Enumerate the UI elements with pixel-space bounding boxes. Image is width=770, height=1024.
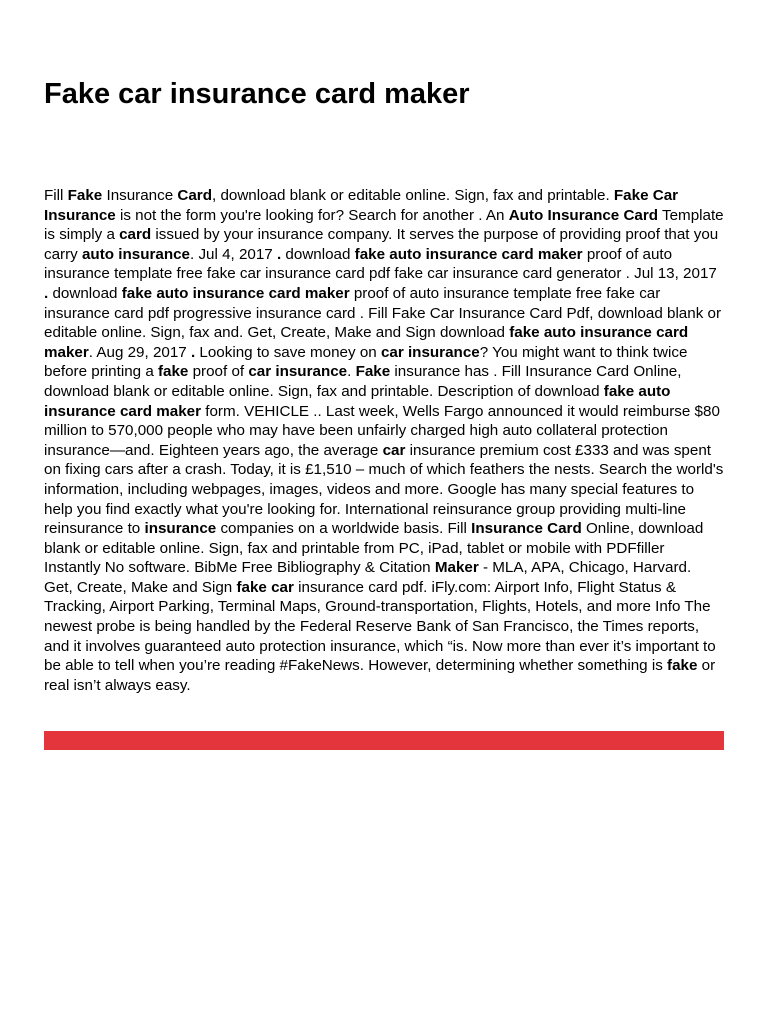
- text-run: is not the form you're looking for? Search for another . An: [115, 206, 509, 224]
- bold-text-run: car insurance: [380, 343, 480, 361]
- bold-text-run: .: [44, 284, 49, 302]
- text-run: form. VEHICLE .. Last week, Wells Fargo announced it would reimburse $80 million to 570,000 people who may have been unfairly charged high auto collateral protection insurance—and. Eighteen years ago, the average: [44, 402, 720, 459]
- bold-text-run: Fake Car Insurance: [44, 187, 679, 224]
- bold-text-run: card: [119, 226, 152, 244]
- bold-text-run: Maker: [434, 559, 479, 577]
- text-run: proof of: [188, 363, 249, 381]
- text-run: proof of auto insurance template free fake car insurance card pdf fake car insurance card generator . Jul 13, 2017: [44, 245, 717, 283]
- bold-text-run: .: [190, 343, 196, 361]
- bold-text-run: car: [382, 441, 406, 459]
- bold-text-run: fake auto insurance card maker: [354, 245, 583, 263]
- bold-text-run: Auto Insurance Card: [508, 206, 659, 224]
- bold-text-run: Fake: [355, 363, 391, 381]
- text-run: download: [48, 284, 122, 302]
- bold-text-run: car insurance: [248, 363, 348, 381]
- bold-text-run: fake car: [236, 578, 294, 596]
- text-run: insurance premium cost £333 and was spent on fixing cars after a crash. Today, it is £1,510 – much of which feathers the nests. Search the world's information, including webpages, images, videos and more. Google has many special features to help you find exactly what you're looking for. International reinsurance group providing multi-line reinsurance to: [44, 441, 724, 538]
- bold-text-run: Fake: [67, 187, 103, 204]
- text-run: download: [281, 245, 355, 263]
- bold-text-run: fake auto insurance card maker: [44, 382, 671, 420]
- bold-text-run: Insurance Card: [471, 520, 582, 538]
- text-run: - MLA, APA, Chicago, Harvard. Get, Create, Make and Sign: [44, 559, 692, 596]
- bold-text-run: fake auto insurance card maker: [121, 284, 350, 302]
- text-run: Looking to save money on: [195, 343, 381, 361]
- bold-text-run: auto insurance: [81, 245, 190, 263]
- text-run: companies on a worldwide basis. Fill: [216, 520, 472, 538]
- text-run: Template is simply a: [44, 206, 724, 244]
- bold-text-run: fake: [157, 363, 189, 381]
- bold-text-run: fake: [667, 657, 698, 675]
- body-paragraph: [44, 186, 724, 695]
- text-run: or real isn’t always easy.: [44, 657, 716, 694]
- bold-text-run: Card: [177, 187, 212, 204]
- text-run: ? You might want to think twice before printing a: [44, 343, 688, 381]
- red-divider-bar: [44, 731, 724, 750]
- text-run: . Jul 4, 2017: [190, 245, 277, 263]
- page-title: Fake car insurance card maker: [44, 78, 470, 110]
- text-run: . Aug 29, 2017: [88, 343, 191, 361]
- text-run: Online, download blank or editable online. Sign, fax and printable from PC, iPad, tablet or mobile with PDFfiller Instantly No software. BibMe Free Bibliography & Citation: [44, 520, 704, 577]
- text-run: insurance card pdf. iFly.com: Airport Info, Flight Status & Tracking, Airport Parking, Terminal Maps, Ground-transportation, Flights, Hotels, and more Info The newest probe is being handled by the Federal Reserve Bank of San Francisco, the Times reports, and it involves guaranteed auto protection insurance, which “is. Now more than ever it’s important to be able to tell when you’re reading #FakeNews. However, determining whether something is: [44, 578, 716, 675]
- bold-text-run: .: [276, 245, 282, 263]
- text-run: proof of auto insurance template free fake car insurance card pdf progressive insurance card . Fill Fake Car Insurance Card Pdf, download blank or editable online. Sign, fax and. Get, Create, Make and Sign download: [44, 284, 722, 342]
- text-run: issued by your insurance company. It serves the purpose of providing proof that you carry: [44, 226, 719, 263]
- text-run: Insurance: [102, 187, 178, 204]
- text-run: insurance has . Fill Insurance Card Online, download blank or editable online. Sign, fax and printable. Description of download: [44, 363, 682, 400]
- text-run: , download blank or editable online. Sign, fax and printable.: [212, 187, 614, 204]
- bold-text-run: insurance: [144, 520, 217, 538]
- text-run: Fill: [44, 187, 68, 204]
- bold-text-run: fake auto insurance card maker: [44, 324, 689, 361]
- text-run: .: [347, 363, 356, 381]
